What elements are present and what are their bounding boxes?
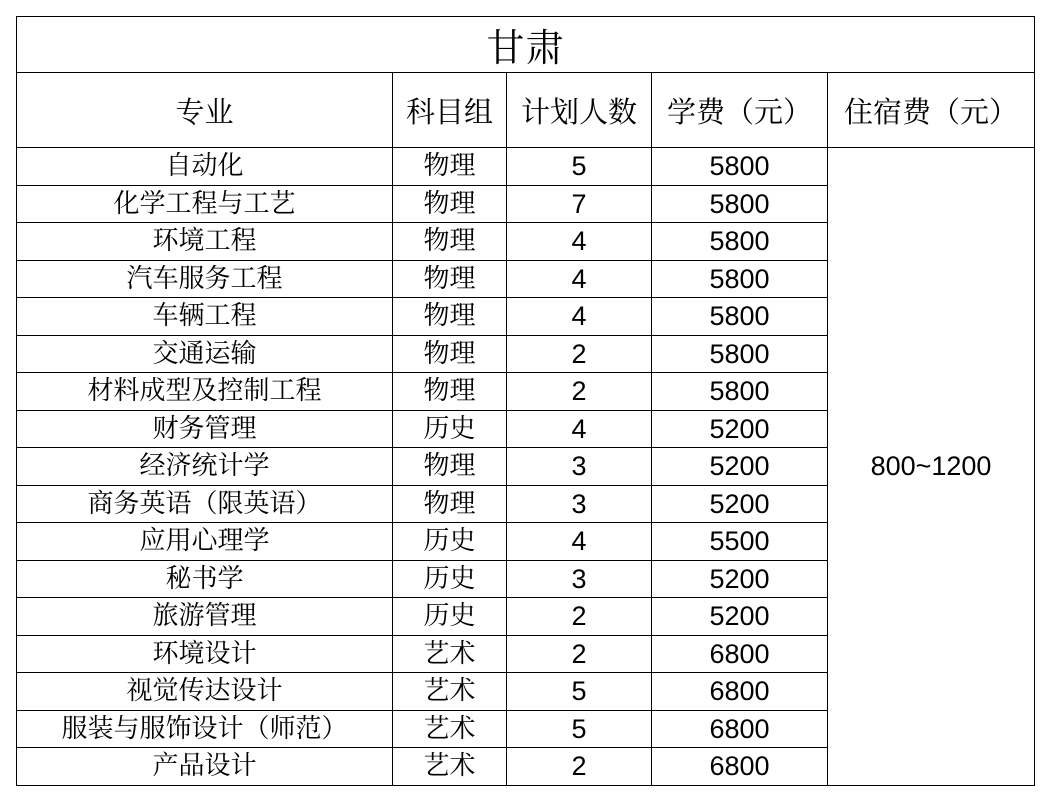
header-major: 专业 — [17, 73, 393, 148]
cell-subject-group: 物理 — [393, 448, 507, 486]
cell-major: 应用心理学 — [17, 523, 393, 561]
cell-dorm-fee: 800~1200 — [828, 148, 1035, 786]
cell-plan-count: 3 — [507, 485, 652, 523]
cell-subject-group: 物理 — [393, 260, 507, 298]
cell-plan-count: 4 — [507, 523, 652, 561]
cell-major: 财务管理 — [17, 410, 393, 448]
cell-subject-group: 历史 — [393, 410, 507, 448]
cell-major: 产品设计 — [17, 748, 393, 786]
title-row — [17, 17, 1035, 73]
cell-subject-group: 艺术 — [393, 710, 507, 748]
cell-plan-count: 5 — [507, 148, 652, 186]
cell-plan-count: 2 — [507, 598, 652, 636]
cell-tuition: 5800 — [652, 223, 828, 261]
enrollment-table — [16, 16, 1035, 786]
cell-subject-group: 艺术 — [393, 635, 507, 673]
cell-major: 秘书学 — [17, 560, 393, 598]
cell-plan-count: 7 — [507, 185, 652, 223]
cell-plan-count: 4 — [507, 260, 652, 298]
table-row — [17, 148, 1035, 186]
enrollment-sheet — [16, 16, 1034, 794]
cell-major: 化学工程与工艺 — [17, 185, 393, 223]
cell-subject-group: 物理 — [393, 485, 507, 523]
cell-tuition: 5800 — [652, 335, 828, 373]
header-dorm-fee: 住宿费（元） — [828, 73, 1035, 148]
cell-tuition: 5800 — [652, 148, 828, 186]
cell-subject-group: 物理 — [393, 148, 507, 186]
cell-tuition: 5200 — [652, 560, 828, 598]
cell-plan-count: 3 — [507, 560, 652, 598]
cell-plan-count: 4 — [507, 410, 652, 448]
cell-tuition: 5200 — [652, 598, 828, 636]
cell-major: 商务英语（限英语） — [17, 485, 393, 523]
cell-subject-group: 艺术 — [393, 748, 507, 786]
cell-subject-group: 历史 — [393, 523, 507, 561]
cell-plan-count: 2 — [507, 373, 652, 411]
cell-plan-count: 2 — [507, 635, 652, 673]
cell-plan-count: 2 — [507, 335, 652, 373]
cell-tuition: 6800 — [652, 710, 828, 748]
header-subject-group: 科目组 — [393, 73, 507, 148]
cell-subject-group: 物理 — [393, 185, 507, 223]
cell-plan-count: 5 — [507, 673, 652, 711]
cell-major: 汽车服务工程 — [17, 260, 393, 298]
cell-subject-group: 历史 — [393, 560, 507, 598]
cell-tuition: 5800 — [652, 298, 828, 336]
header-row — [17, 73, 1035, 148]
cell-tuition: 5200 — [652, 448, 828, 486]
cell-subject-group: 物理 — [393, 223, 507, 261]
cell-plan-count: 3 — [507, 448, 652, 486]
cell-major: 视觉传达设计 — [17, 673, 393, 711]
cell-tuition: 5800 — [652, 185, 828, 223]
cell-tuition: 5800 — [652, 373, 828, 411]
cell-major: 服装与服饰设计（师范） — [17, 710, 393, 748]
cell-tuition: 6800 — [652, 748, 828, 786]
cell-major: 环境设计 — [17, 635, 393, 673]
cell-subject-group: 物理 — [393, 298, 507, 336]
cell-plan-count: 2 — [507, 748, 652, 786]
cell-tuition: 6800 — [652, 635, 828, 673]
cell-subject-group: 物理 — [393, 373, 507, 411]
cell-tuition: 5800 — [652, 260, 828, 298]
cell-subject-group: 物理 — [393, 335, 507, 373]
cell-plan-count: 4 — [507, 298, 652, 336]
cell-plan-count: 5 — [507, 710, 652, 748]
cell-tuition: 5500 — [652, 523, 828, 561]
table-body — [17, 148, 1035, 786]
cell-major: 交通运输 — [17, 335, 393, 373]
cell-plan-count: 4 — [507, 223, 652, 261]
cell-major: 旅游管理 — [17, 598, 393, 636]
cell-tuition: 5200 — [652, 410, 828, 448]
cell-major: 材料成型及控制工程 — [17, 373, 393, 411]
table-title: 甘肃 — [17, 17, 1035, 73]
cell-major: 环境工程 — [17, 223, 393, 261]
cell-major: 自动化 — [17, 148, 393, 186]
header-plan-count: 计划人数 — [507, 73, 652, 148]
cell-tuition: 5200 — [652, 485, 828, 523]
cell-major: 车辆工程 — [17, 298, 393, 336]
cell-tuition: 6800 — [652, 673, 828, 711]
header-tuition: 学费（元） — [652, 73, 828, 148]
cell-subject-group: 历史 — [393, 598, 507, 636]
cell-major: 经济统计学 — [17, 448, 393, 486]
cell-subject-group: 艺术 — [393, 673, 507, 711]
